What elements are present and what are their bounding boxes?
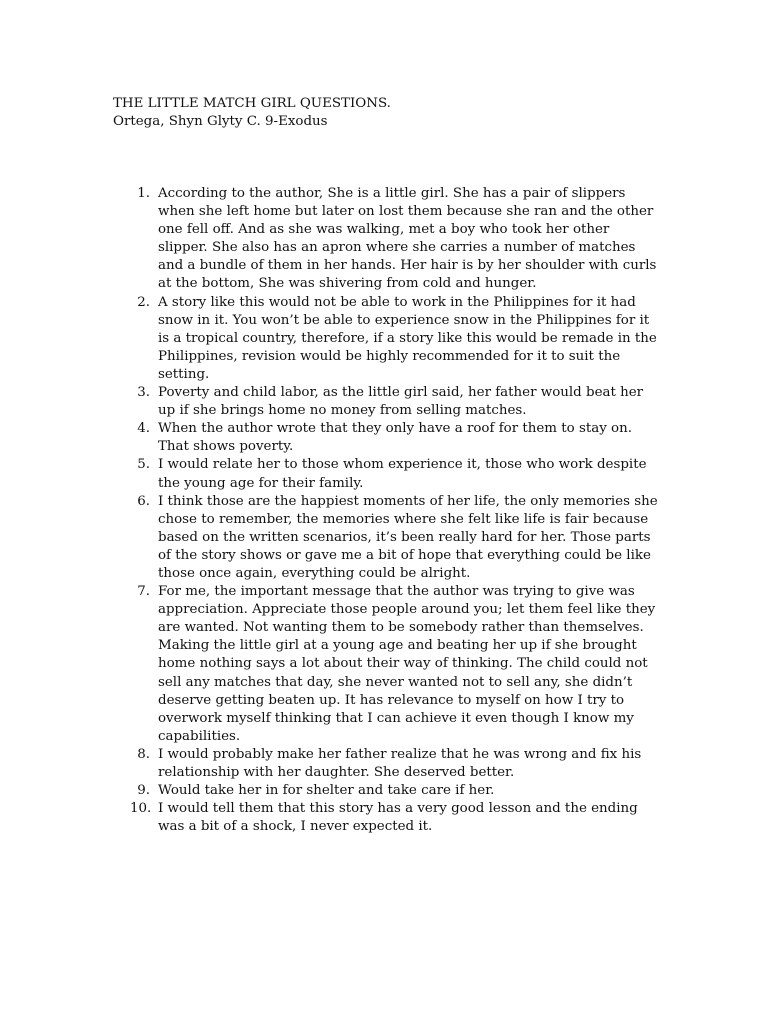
author-line: Ortega, Shyn Glyty C. 9-Exodus [113,114,328,129]
answer-text: Would take her in for shelter and take care if her. [158,783,495,799]
answer-item [130,384,660,420]
answer-text: I would probably make her father realize that he was wrong and fix his relationship with her daughter. She deserved better. [158,746,642,780]
answer-item [130,420,660,456]
answer-item [130,800,660,836]
answer-item [130,782,660,800]
answer-text: A story like this would not be able to work in the Philippines for it had snow in it. You won’t be able to experience snow in the Philippines for it is a tropical country, therefore, if a story like this would be remade in the Philippines, revision would be highly recommended for it to suit the setting. [158,294,657,382]
answer-text: Poverty and child labor, as the little girl said, her father would beat her up if she brings home no money from selling matches. [158,385,644,419]
answer-number: 1. [137,186,150,201]
answer-text: When the author wrote that they only have a roof for them to stay on. That shows poverty. [158,421,632,455]
answer-number: 2. [137,294,150,310]
answer-number: 6. [137,493,150,509]
answer-number: 4. [137,421,150,437]
answer-item [130,456,660,492]
answer-number: 10. [130,801,152,817]
answer-item [130,583,660,746]
answer-item [130,294,660,384]
document-header [113,95,713,131]
document-title: THE LITTLE MATCH GIRL QUESTIONS. [113,96,391,111]
answer-text: I would tell them that this story has a very good lesson and the ending was a bit of a shock, I never expected it. [158,801,638,835]
answer-number: 5. [137,457,150,473]
answer-text: I would relate her to those whom experience it, those who work despite the young age for their family. [158,457,647,491]
answer-text: According to the author, She is a little girl. She has a pair of slippers when she left home but later on lost them because she ran and the other one fell off. And as she was walking, met a boy who took her other slipper. She also has an apron where she carries a number of matches and a bundle of them in her hands. Her hair is by her shoulder with curls at the bottom, She was shivering from cold and hunger. [158,186,657,292]
answer-number: 3. [137,385,150,401]
answer-text: I think those are the happiest moments of her life, the only memories she chose to remember, the memories where she felt like life is fair because based on the written scenarios, it’s been really hard for her. Those parts of the story shows or gave me a bit of hope that everything could be like those once again, everything could be alright. [158,493,658,581]
answer-item [130,185,660,294]
answer-number: 7. [137,584,150,600]
answer-item [130,493,660,583]
answer-number: 8. [137,746,150,762]
answer-number: 9. [137,783,150,799]
answers-list [130,185,660,836]
answer-text: For me, the important message that the author was trying to give was appreciation. Appreciate those people around you; let them feel like they are wanted. Not wanting them to be somebody rather than themselves. Making the little girl at a young age and beating her up if she brought home nothing says a lot about their way of thinking. The child could not sell any matches that day, she never wanted not to sell any, she didn’t deserve getting beaten up. It has relevance to myself on how I try to overwork myself thinking that I can achieve it even though I know my capabilities. [158,584,656,744]
answer-item [130,746,660,782]
